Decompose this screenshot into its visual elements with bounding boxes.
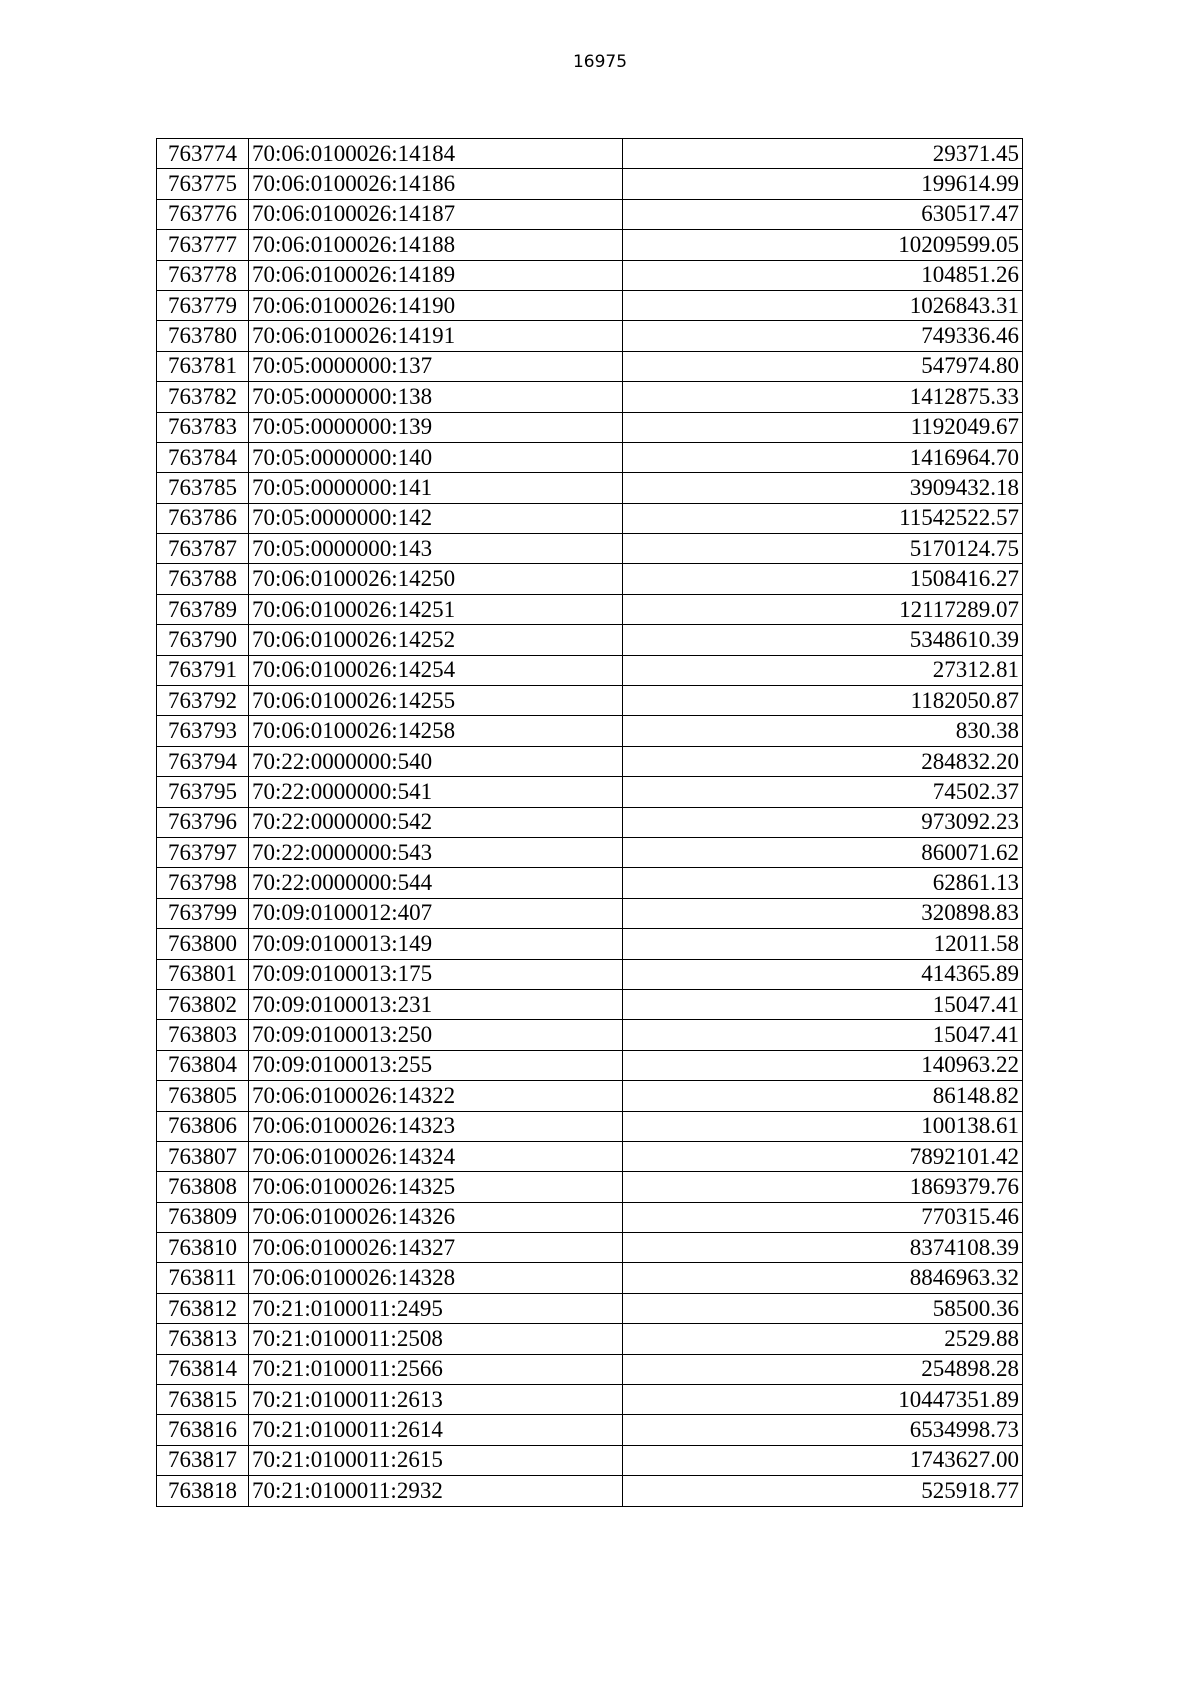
cadastral-value-cell: 15047.41: [623, 1020, 1023, 1050]
cadastral-number-cell: 70:06:0100026:14252: [249, 625, 623, 655]
cadastral-number-cell: 70:06:0100026:14187: [249, 199, 623, 229]
row-id-cell: 763817: [157, 1445, 249, 1475]
row-id-cell: 763783: [157, 412, 249, 442]
row-id-cell: 763818: [157, 1476, 249, 1506]
table-row: [157, 534, 1023, 564]
cadastral-number-cell: 70:06:0100026:14186: [249, 169, 623, 199]
cadastral-value-cell: 830.38: [623, 716, 1023, 746]
page-number: 16975: [572, 52, 628, 72]
cadastral-value-cell: 525918.77: [623, 1476, 1023, 1506]
cadastral-number-cell: 70:06:0100026:14327: [249, 1233, 623, 1263]
table-row: [157, 473, 1023, 503]
cadastral-number-cell: 70:06:0100026:14328: [249, 1263, 623, 1293]
table-row: [157, 686, 1023, 716]
cadastral-value-cell: 2529.88: [623, 1324, 1023, 1354]
table-row: [157, 290, 1023, 320]
table-row: [157, 1172, 1023, 1202]
cadastral-number-cell: 70:06:0100026:14184: [249, 139, 623, 169]
row-id-cell: 763792: [157, 686, 249, 716]
table-row: [157, 746, 1023, 776]
table-row: [157, 1445, 1023, 1475]
table-row: [157, 594, 1023, 624]
cadastral-value-cell: 770315.46: [623, 1202, 1023, 1232]
row-id-cell: 763791: [157, 655, 249, 685]
cadastral-value-cell: 1182050.87: [623, 686, 1023, 716]
cadastral-number-cell: 70:06:0100026:14326: [249, 1202, 623, 1232]
cadastral-value-cell: 140963.22: [623, 1050, 1023, 1080]
table-row: [157, 1385, 1023, 1415]
cadastral-number-cell: 70:05:0000000:141: [249, 473, 623, 503]
table-row: [157, 169, 1023, 199]
table-row: [157, 1415, 1023, 1445]
table-row: [157, 1476, 1023, 1506]
cadastral-value-cell: 5348610.39: [623, 625, 1023, 655]
cadastral-value-cell: 973092.23: [623, 807, 1023, 837]
row-id-cell: 763810: [157, 1233, 249, 1263]
row-id-cell: 763795: [157, 777, 249, 807]
row-id-cell: 763784: [157, 442, 249, 472]
row-id-cell: 763811: [157, 1263, 249, 1293]
cadastral-number-cell: 70:09:0100013:149: [249, 929, 623, 959]
cadastral-value-cell: 7892101.42: [623, 1141, 1023, 1171]
cadastral-value-cell: 27312.81: [623, 655, 1023, 685]
row-id-cell: 763787: [157, 534, 249, 564]
table-row: [157, 989, 1023, 1019]
table-row: [157, 382, 1023, 412]
cadastral-number-cell: 70:05:0000000:138: [249, 382, 623, 412]
cadastral-number-cell: 70:06:0100026:14190: [249, 290, 623, 320]
row-id-cell: 763794: [157, 746, 249, 776]
cadastral-value-cell: 1026843.31: [623, 290, 1023, 320]
cadastral-value-cell: 74502.37: [623, 777, 1023, 807]
row-id-cell: 763798: [157, 868, 249, 898]
row-id-cell: 763780: [157, 321, 249, 351]
row-id-cell: 763778: [157, 260, 249, 290]
cadastral-value-cell: 3909432.18: [623, 473, 1023, 503]
table-row: [157, 564, 1023, 594]
cadastral-number-cell: 70:05:0000000:140: [249, 442, 623, 472]
table-row: [157, 1233, 1023, 1263]
row-id-cell: 763779: [157, 290, 249, 320]
row-id-cell: 763812: [157, 1293, 249, 1323]
row-id-cell: 763774: [157, 139, 249, 169]
table-row: [157, 1202, 1023, 1232]
row-id-cell: 763786: [157, 503, 249, 533]
cadastral-number-cell: 70:21:0100011:2566: [249, 1354, 623, 1384]
cadastral-number-cell: 70:06:0100026:14325: [249, 1172, 623, 1202]
row-id-cell: 763799: [157, 898, 249, 928]
cadastral-number-cell: 70:06:0100026:14191: [249, 321, 623, 351]
table-row: [157, 1020, 1023, 1050]
cadastral-number-cell: 70:06:0100026:14188: [249, 230, 623, 260]
cadastral-number-cell: 70:06:0100026:14250: [249, 564, 623, 594]
cadastral-value-cell: 86148.82: [623, 1081, 1023, 1111]
cadastral-value-cell: 1412875.33: [623, 382, 1023, 412]
cadastral-value-cell: 58500.36: [623, 1293, 1023, 1323]
cadastral-number-cell: 70:05:0000000:143: [249, 534, 623, 564]
cadastral-value-cell: 284832.20: [623, 746, 1023, 776]
row-id-cell: 763802: [157, 989, 249, 1019]
row-id-cell: 763805: [157, 1081, 249, 1111]
row-id-cell: 763815: [157, 1385, 249, 1415]
table-body: [157, 139, 1023, 1507]
cadastral-number-cell: 70:21:0100011:2615: [249, 1445, 623, 1475]
cadastral-number-cell: 70:06:0100026:14258: [249, 716, 623, 746]
cadastral-number-cell: 70:06:0100026:14189: [249, 260, 623, 290]
cadastral-number-cell: 70:06:0100026:14322: [249, 1081, 623, 1111]
table-row: [157, 898, 1023, 928]
row-id-cell: 763797: [157, 837, 249, 867]
row-id-cell: 763777: [157, 230, 249, 260]
cadastral-number-cell: 70:21:0100011:2495: [249, 1293, 623, 1323]
cadastral-value-cell: 10209599.05: [623, 230, 1023, 260]
table-row: [157, 260, 1023, 290]
row-id-cell: 763788: [157, 564, 249, 594]
cadastral-number-cell: 70:09:0100013:255: [249, 1050, 623, 1080]
table-row: [157, 412, 1023, 442]
table-row: [157, 929, 1023, 959]
table-row: [157, 442, 1023, 472]
cadastral-value-cell: 1192049.67: [623, 412, 1023, 442]
cadastral-value-cell: 860071.62: [623, 837, 1023, 867]
cadastral-value-cell: 8374108.39: [623, 1233, 1023, 1263]
cadastral-number-cell: 70:21:0100011:2614: [249, 1415, 623, 1445]
cadastral-value-cell: 15047.41: [623, 989, 1023, 1019]
table-row: [157, 230, 1023, 260]
cadastral-value-cell: 12117289.07: [623, 594, 1023, 624]
cadastral-value-cell: 12011.58: [623, 929, 1023, 959]
cadastral-number-cell: 70:22:0000000:543: [249, 837, 623, 867]
table-row: [157, 625, 1023, 655]
table-row: [157, 777, 1023, 807]
cadastral-number-cell: 70:09:0100013:175: [249, 959, 623, 989]
row-id-cell: 763808: [157, 1172, 249, 1202]
row-id-cell: 763776: [157, 199, 249, 229]
cadastral-value-cell: 749336.46: [623, 321, 1023, 351]
table-row: [157, 655, 1023, 685]
table-row: [157, 1354, 1023, 1384]
cadastral-value-cell: 6534998.73: [623, 1415, 1023, 1445]
cadastral-number-cell: 70:21:0100011:2508: [249, 1324, 623, 1354]
row-id-cell: 763781: [157, 351, 249, 381]
table-row: [157, 1263, 1023, 1293]
row-id-cell: 763801: [157, 959, 249, 989]
cadastral-number-cell: 70:21:0100011:2932: [249, 1476, 623, 1506]
table-row: [157, 321, 1023, 351]
cadastral-value-cell: 104851.26: [623, 260, 1023, 290]
row-id-cell: 763814: [157, 1354, 249, 1384]
cadastral-number-cell: 70:09:0100012:407: [249, 898, 623, 928]
cadastral-number-cell: 70:22:0000000:540: [249, 746, 623, 776]
table-row: [157, 1141, 1023, 1171]
cadastral-number-cell: 70:05:0000000:142: [249, 503, 623, 533]
table-row: [157, 503, 1023, 533]
cadastral-value-cell: 320898.83: [623, 898, 1023, 928]
table-row: [157, 199, 1023, 229]
table-row: [157, 959, 1023, 989]
cadastral-value-cell: 100138.61: [623, 1111, 1023, 1141]
row-id-cell: 763796: [157, 807, 249, 837]
cadastral-number-cell: 70:06:0100026:14255: [249, 686, 623, 716]
row-id-cell: 763804: [157, 1050, 249, 1080]
cadastral-number-cell: 70:06:0100026:14251: [249, 594, 623, 624]
cadastral-value-cell: 1869379.76: [623, 1172, 1023, 1202]
row-id-cell: 763782: [157, 382, 249, 412]
cadastral-number-cell: 70:06:0100026:14323: [249, 1111, 623, 1141]
row-id-cell: 763793: [157, 716, 249, 746]
cadastral-value-cell: 1508416.27: [623, 564, 1023, 594]
cadastral-number-cell: 70:09:0100013:231: [249, 989, 623, 1019]
table-row: [157, 139, 1023, 169]
table-row: [157, 837, 1023, 867]
cadastral-number-cell: 70:22:0000000:544: [249, 868, 623, 898]
cadastral-value-cell: 1416964.70: [623, 442, 1023, 472]
cadastral-value-cell: 414365.89: [623, 959, 1023, 989]
row-id-cell: 763789: [157, 594, 249, 624]
cadastral-value-cell: 199614.99: [623, 169, 1023, 199]
row-id-cell: 763809: [157, 1202, 249, 1232]
row-id-cell: 763803: [157, 1020, 249, 1050]
table-row: [157, 716, 1023, 746]
cadastral-number-cell: 70:06:0100026:14324: [249, 1141, 623, 1171]
cadastral-value-cell: 254898.28: [623, 1354, 1023, 1384]
row-id-cell: 763813: [157, 1324, 249, 1354]
cadastral-value-cell: 8846963.32: [623, 1263, 1023, 1293]
cadastral-number-cell: 70:09:0100013:250: [249, 1020, 623, 1050]
cadastral-number-cell: 70:05:0000000:137: [249, 351, 623, 381]
table-row: [157, 1081, 1023, 1111]
table-row: [157, 1293, 1023, 1323]
cadastral-value-cell: 11542522.57: [623, 503, 1023, 533]
cadastral-value-cell: 1743627.00: [623, 1445, 1023, 1475]
table-row: [157, 351, 1023, 381]
cadastral-value-cell: 10447351.89: [623, 1385, 1023, 1415]
cadastral-value-table: [156, 138, 1023, 1507]
row-id-cell: 763806: [157, 1111, 249, 1141]
row-id-cell: 763775: [157, 169, 249, 199]
cadastral-number-cell: 70:22:0000000:542: [249, 807, 623, 837]
row-id-cell: 763790: [157, 625, 249, 655]
cadastral-value-cell: 630517.47: [623, 199, 1023, 229]
cadastral-number-cell: 70:06:0100026:14254: [249, 655, 623, 685]
table-row: [157, 807, 1023, 837]
cadastral-number-cell: 70:22:0000000:541: [249, 777, 623, 807]
cadastral-value-cell: 5170124.75: [623, 534, 1023, 564]
cadastral-value-cell: 29371.45: [623, 139, 1023, 169]
table-row: [157, 1050, 1023, 1080]
row-id-cell: 763785: [157, 473, 249, 503]
row-id-cell: 763807: [157, 1141, 249, 1171]
cadastral-number-cell: 70:21:0100011:2613: [249, 1385, 623, 1415]
table-row: [157, 868, 1023, 898]
row-id-cell: 763800: [157, 929, 249, 959]
cadastral-value-cell: 547974.80: [623, 351, 1023, 381]
cadastral-value-cell: 62861.13: [623, 868, 1023, 898]
table-row: [157, 1324, 1023, 1354]
cadastral-number-cell: 70:05:0000000:139: [249, 412, 623, 442]
table-row: [157, 1111, 1023, 1141]
row-id-cell: 763816: [157, 1415, 249, 1445]
